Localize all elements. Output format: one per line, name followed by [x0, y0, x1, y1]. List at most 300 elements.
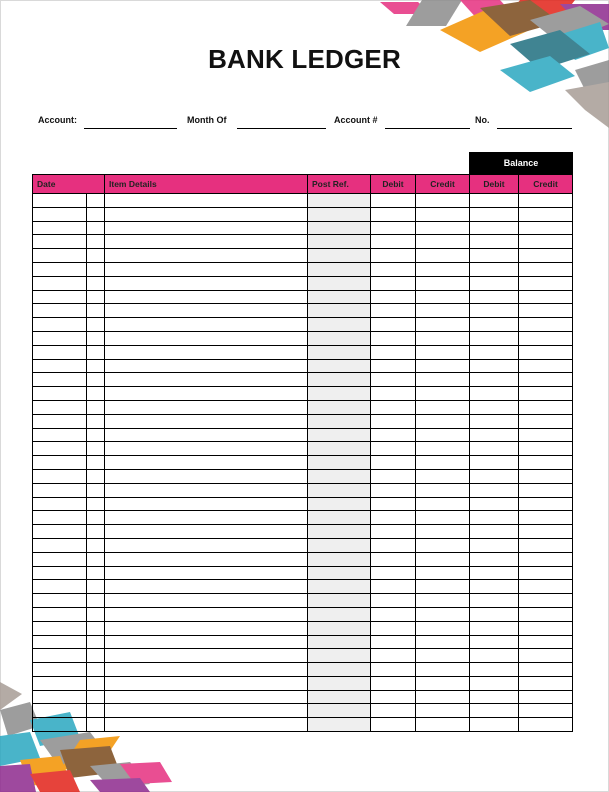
- balance-debit-cell[interactable]: [470, 262, 519, 276]
- post-ref-cell[interactable]: [308, 304, 371, 318]
- balance-credit-cell[interactable]: [519, 304, 573, 318]
- credit-cell[interactable]: [416, 194, 470, 208]
- date-sub-cell[interactable]: [87, 428, 105, 442]
- debit-cell[interactable]: [371, 359, 416, 373]
- balance-credit-cell[interactable]: [519, 221, 573, 235]
- date-cell[interactable]: [33, 704, 87, 718]
- balance-credit-cell[interactable]: [519, 387, 573, 401]
- credit-cell[interactable]: [416, 704, 470, 718]
- date-sub-cell[interactable]: [87, 400, 105, 414]
- date-sub-cell[interactable]: [87, 207, 105, 221]
- date-sub-cell[interactable]: [87, 594, 105, 608]
- date-sub-cell[interactable]: [87, 373, 105, 387]
- date-sub-cell[interactable]: [87, 359, 105, 373]
- balance-credit-cell[interactable]: [519, 456, 573, 470]
- date-sub-cell[interactable]: [87, 414, 105, 428]
- balance-credit-cell[interactable]: [519, 607, 573, 621]
- date-sub-cell[interactable]: [87, 676, 105, 690]
- date-cell[interactable]: [33, 331, 87, 345]
- balance-credit-cell[interactable]: [519, 594, 573, 608]
- item-details-cell[interactable]: [105, 373, 308, 387]
- date-sub-cell[interactable]: [87, 331, 105, 345]
- credit-cell[interactable]: [416, 207, 470, 221]
- balance-debit-cell[interactable]: [470, 635, 519, 649]
- post-ref-cell[interactable]: [308, 249, 371, 263]
- date-cell[interactable]: [33, 483, 87, 497]
- debit-cell[interactable]: [371, 469, 416, 483]
- date-cell[interactable]: [33, 235, 87, 249]
- account-field[interactable]: [84, 116, 177, 129]
- balance-credit-cell[interactable]: [519, 442, 573, 456]
- date-cell[interactable]: [33, 262, 87, 276]
- debit-cell[interactable]: [371, 290, 416, 304]
- balance-credit-cell[interactable]: [519, 663, 573, 677]
- date-cell[interactable]: [33, 497, 87, 511]
- debit-cell[interactable]: [371, 428, 416, 442]
- item-details-cell[interactable]: [105, 262, 308, 276]
- item-details-cell[interactable]: [105, 607, 308, 621]
- date-sub-cell[interactable]: [87, 635, 105, 649]
- post-ref-cell[interactable]: [308, 290, 371, 304]
- date-cell[interactable]: [33, 635, 87, 649]
- credit-cell[interactable]: [416, 414, 470, 428]
- credit-cell[interactable]: [416, 456, 470, 470]
- debit-cell[interactable]: [371, 704, 416, 718]
- debit-cell[interactable]: [371, 580, 416, 594]
- credit-cell[interactable]: [416, 235, 470, 249]
- post-ref-cell[interactable]: [308, 538, 371, 552]
- item-details-cell[interactable]: [105, 414, 308, 428]
- date-sub-cell[interactable]: [87, 538, 105, 552]
- date-sub-cell[interactable]: [87, 290, 105, 304]
- balance-credit-cell[interactable]: [519, 649, 573, 663]
- balance-credit-cell[interactable]: [519, 262, 573, 276]
- credit-cell[interactable]: [416, 511, 470, 525]
- post-ref-cell[interactable]: [308, 235, 371, 249]
- post-ref-cell[interactable]: [308, 580, 371, 594]
- balance-debit-cell[interactable]: [470, 442, 519, 456]
- post-ref-cell[interactable]: [308, 566, 371, 580]
- item-details-cell[interactable]: [105, 538, 308, 552]
- balance-credit-cell[interactable]: [519, 497, 573, 511]
- credit-cell[interactable]: [416, 663, 470, 677]
- balance-debit-cell[interactable]: [470, 649, 519, 663]
- balance-debit-cell[interactable]: [470, 400, 519, 414]
- credit-cell[interactable]: [416, 580, 470, 594]
- date-cell[interactable]: [33, 249, 87, 263]
- date-cell[interactable]: [33, 649, 87, 663]
- balance-credit-cell[interactable]: [519, 400, 573, 414]
- post-ref-cell[interactable]: [308, 552, 371, 566]
- date-cell[interactable]: [33, 456, 87, 470]
- post-ref-cell[interactable]: [308, 649, 371, 663]
- item-details-cell[interactable]: [105, 690, 308, 704]
- date-cell[interactable]: [33, 194, 87, 208]
- balance-debit-cell[interactable]: [470, 580, 519, 594]
- balance-debit-cell[interactable]: [470, 538, 519, 552]
- balance-debit-cell[interactable]: [470, 594, 519, 608]
- date-sub-cell[interactable]: [87, 552, 105, 566]
- date-sub-cell[interactable]: [87, 221, 105, 235]
- date-sub-cell[interactable]: [87, 525, 105, 539]
- post-ref-cell[interactable]: [308, 525, 371, 539]
- balance-credit-cell[interactable]: [519, 704, 573, 718]
- debit-cell[interactable]: [371, 649, 416, 663]
- item-details-cell[interactable]: [105, 221, 308, 235]
- debit-cell[interactable]: [371, 262, 416, 276]
- item-details-cell[interactable]: [105, 442, 308, 456]
- item-details-cell[interactable]: [105, 552, 308, 566]
- balance-debit-cell[interactable]: [470, 387, 519, 401]
- balance-debit-cell[interactable]: [470, 359, 519, 373]
- item-details-cell[interactable]: [105, 676, 308, 690]
- balance-debit-cell[interactable]: [470, 469, 519, 483]
- date-cell[interactable]: [33, 345, 87, 359]
- balance-debit-cell[interactable]: [470, 511, 519, 525]
- balance-credit-cell[interactable]: [519, 690, 573, 704]
- credit-cell[interactable]: [416, 483, 470, 497]
- balance-debit-cell[interactable]: [470, 249, 519, 263]
- post-ref-cell[interactable]: [308, 594, 371, 608]
- debit-cell[interactable]: [371, 235, 416, 249]
- balance-debit-cell[interactable]: [470, 276, 519, 290]
- post-ref-cell[interactable]: [308, 704, 371, 718]
- debit-cell[interactable]: [371, 566, 416, 580]
- debit-cell[interactable]: [371, 676, 416, 690]
- balance-credit-cell[interactable]: [519, 331, 573, 345]
- date-cell[interactable]: [33, 207, 87, 221]
- balance-credit-cell[interactable]: [519, 552, 573, 566]
- item-details-cell[interactable]: [105, 400, 308, 414]
- post-ref-cell[interactable]: [308, 400, 371, 414]
- post-ref-cell[interactable]: [308, 607, 371, 621]
- credit-cell[interactable]: [416, 718, 470, 732]
- date-sub-cell[interactable]: [87, 649, 105, 663]
- debit-cell[interactable]: [371, 331, 416, 345]
- debit-cell[interactable]: [371, 511, 416, 525]
- item-details-cell[interactable]: [105, 276, 308, 290]
- post-ref-cell[interactable]: [308, 276, 371, 290]
- balance-debit-cell[interactable]: [470, 704, 519, 718]
- date-cell[interactable]: [33, 511, 87, 525]
- balance-debit-cell[interactable]: [470, 331, 519, 345]
- post-ref-cell[interactable]: [308, 511, 371, 525]
- date-sub-cell[interactable]: [87, 511, 105, 525]
- balance-credit-cell[interactable]: [519, 276, 573, 290]
- date-sub-cell[interactable]: [87, 249, 105, 263]
- date-cell[interactable]: [33, 552, 87, 566]
- credit-cell[interactable]: [416, 304, 470, 318]
- balance-credit-cell[interactable]: [519, 428, 573, 442]
- date-sub-cell[interactable]: [87, 262, 105, 276]
- item-details-cell[interactable]: [105, 331, 308, 345]
- date-cell[interactable]: [33, 414, 87, 428]
- balance-debit-cell[interactable]: [470, 318, 519, 332]
- debit-cell[interactable]: [371, 538, 416, 552]
- balance-credit-cell[interactable]: [519, 538, 573, 552]
- post-ref-cell[interactable]: [308, 318, 371, 332]
- credit-cell[interactable]: [416, 607, 470, 621]
- date-cell[interactable]: [33, 276, 87, 290]
- post-ref-cell[interactable]: [308, 359, 371, 373]
- post-ref-cell[interactable]: [308, 207, 371, 221]
- balance-debit-cell[interactable]: [470, 566, 519, 580]
- debit-cell[interactable]: [371, 552, 416, 566]
- item-details-cell[interactable]: [105, 635, 308, 649]
- post-ref-cell[interactable]: [308, 428, 371, 442]
- debit-cell[interactable]: [371, 414, 416, 428]
- credit-cell[interactable]: [416, 594, 470, 608]
- balance-credit-cell[interactable]: [519, 194, 573, 208]
- credit-cell[interactable]: [416, 359, 470, 373]
- balance-credit-cell[interactable]: [519, 635, 573, 649]
- item-details-cell[interactable]: [105, 594, 308, 608]
- item-details-cell[interactable]: [105, 649, 308, 663]
- balance-debit-cell[interactable]: [470, 497, 519, 511]
- balance-credit-cell[interactable]: [519, 676, 573, 690]
- credit-cell[interactable]: [416, 400, 470, 414]
- date-cell[interactable]: [33, 373, 87, 387]
- credit-cell[interactable]: [416, 552, 470, 566]
- balance-debit-cell[interactable]: [470, 304, 519, 318]
- balance-debit-cell[interactable]: [470, 621, 519, 635]
- credit-cell[interactable]: [416, 442, 470, 456]
- date-sub-cell[interactable]: [87, 483, 105, 497]
- balance-debit-cell[interactable]: [470, 607, 519, 621]
- balance-debit-cell[interactable]: [470, 235, 519, 249]
- date-sub-cell[interactable]: [87, 276, 105, 290]
- balance-debit-cell[interactable]: [470, 663, 519, 677]
- post-ref-cell[interactable]: [308, 442, 371, 456]
- post-ref-cell[interactable]: [308, 469, 371, 483]
- credit-cell[interactable]: [416, 525, 470, 539]
- debit-cell[interactable]: [371, 663, 416, 677]
- debit-cell[interactable]: [371, 635, 416, 649]
- date-cell[interactable]: [33, 290, 87, 304]
- balance-debit-cell[interactable]: [470, 290, 519, 304]
- account-number-field[interactable]: [385, 116, 470, 129]
- credit-cell[interactable]: [416, 635, 470, 649]
- date-cell[interactable]: [33, 580, 87, 594]
- credit-cell[interactable]: [416, 538, 470, 552]
- balance-credit-cell[interactable]: [519, 318, 573, 332]
- debit-cell[interactable]: [371, 276, 416, 290]
- credit-cell[interactable]: [416, 497, 470, 511]
- date-sub-cell[interactable]: [87, 690, 105, 704]
- credit-cell[interactable]: [416, 276, 470, 290]
- balance-credit-cell[interactable]: [519, 414, 573, 428]
- date-sub-cell[interactable]: [87, 580, 105, 594]
- item-details-cell[interactable]: [105, 207, 308, 221]
- date-sub-cell[interactable]: [87, 566, 105, 580]
- balance-credit-cell[interactable]: [519, 469, 573, 483]
- balance-debit-cell[interactable]: [470, 428, 519, 442]
- debit-cell[interactable]: [371, 456, 416, 470]
- balance-credit-cell[interactable]: [519, 345, 573, 359]
- debit-cell[interactable]: [371, 497, 416, 511]
- balance-credit-cell[interactable]: [519, 373, 573, 387]
- item-details-cell[interactable]: [105, 483, 308, 497]
- balance-credit-cell[interactable]: [519, 207, 573, 221]
- debit-cell[interactable]: [371, 221, 416, 235]
- debit-cell[interactable]: [371, 249, 416, 263]
- credit-cell[interactable]: [416, 318, 470, 332]
- credit-cell[interactable]: [416, 262, 470, 276]
- post-ref-cell[interactable]: [308, 373, 371, 387]
- item-details-cell[interactable]: [105, 497, 308, 511]
- balance-debit-cell[interactable]: [470, 345, 519, 359]
- item-details-cell[interactable]: [105, 235, 308, 249]
- item-details-cell[interactable]: [105, 469, 308, 483]
- post-ref-cell[interactable]: [308, 262, 371, 276]
- date-sub-cell[interactable]: [87, 387, 105, 401]
- credit-cell[interactable]: [416, 221, 470, 235]
- credit-cell[interactable]: [416, 249, 470, 263]
- balance-credit-cell[interactable]: [519, 621, 573, 635]
- post-ref-cell[interactable]: [308, 414, 371, 428]
- date-cell[interactable]: [33, 387, 87, 401]
- date-cell[interactable]: [33, 690, 87, 704]
- date-cell[interactable]: [33, 566, 87, 580]
- item-details-cell[interactable]: [105, 456, 308, 470]
- post-ref-cell[interactable]: [308, 497, 371, 511]
- balance-debit-cell[interactable]: [470, 552, 519, 566]
- balance-debit-cell[interactable]: [470, 690, 519, 704]
- date-cell[interactable]: [33, 400, 87, 414]
- date-sub-cell[interactable]: [87, 718, 105, 732]
- post-ref-cell[interactable]: [308, 483, 371, 497]
- date-cell[interactable]: [33, 428, 87, 442]
- date-cell[interactable]: [33, 594, 87, 608]
- credit-cell[interactable]: [416, 290, 470, 304]
- balance-debit-cell[interactable]: [470, 373, 519, 387]
- date-cell[interactable]: [33, 621, 87, 635]
- balance-debit-cell[interactable]: [470, 676, 519, 690]
- credit-cell[interactable]: [416, 566, 470, 580]
- item-details-cell[interactable]: [105, 511, 308, 525]
- post-ref-cell[interactable]: [308, 345, 371, 359]
- debit-cell[interactable]: [371, 400, 416, 414]
- date-sub-cell[interactable]: [87, 194, 105, 208]
- post-ref-cell[interactable]: [308, 331, 371, 345]
- date-sub-cell[interactable]: [87, 345, 105, 359]
- credit-cell[interactable]: [416, 345, 470, 359]
- debit-cell[interactable]: [371, 442, 416, 456]
- date-cell[interactable]: [33, 525, 87, 539]
- credit-cell[interactable]: [416, 690, 470, 704]
- balance-credit-cell[interactable]: [519, 718, 573, 732]
- balance-debit-cell[interactable]: [470, 718, 519, 732]
- debit-cell[interactable]: [371, 373, 416, 387]
- date-sub-cell[interactable]: [87, 497, 105, 511]
- credit-cell[interactable]: [416, 676, 470, 690]
- balance-credit-cell[interactable]: [519, 580, 573, 594]
- post-ref-cell[interactable]: [308, 194, 371, 208]
- credit-cell[interactable]: [416, 387, 470, 401]
- credit-cell[interactable]: [416, 469, 470, 483]
- debit-cell[interactable]: [371, 345, 416, 359]
- post-ref-cell[interactable]: [308, 221, 371, 235]
- debit-cell[interactable]: [371, 718, 416, 732]
- balance-debit-cell[interactable]: [470, 221, 519, 235]
- date-sub-cell[interactable]: [87, 304, 105, 318]
- balance-credit-cell[interactable]: [519, 290, 573, 304]
- post-ref-cell[interactable]: [308, 387, 371, 401]
- post-ref-cell[interactable]: [308, 718, 371, 732]
- post-ref-cell[interactable]: [308, 456, 371, 470]
- balance-credit-cell[interactable]: [519, 359, 573, 373]
- date-sub-cell[interactable]: [87, 621, 105, 635]
- date-cell[interactable]: [33, 304, 87, 318]
- credit-cell[interactable]: [416, 331, 470, 345]
- date-cell[interactable]: [33, 359, 87, 373]
- date-sub-cell[interactable]: [87, 318, 105, 332]
- balance-debit-cell[interactable]: [470, 414, 519, 428]
- post-ref-cell[interactable]: [308, 690, 371, 704]
- debit-cell[interactable]: [371, 483, 416, 497]
- post-ref-cell[interactable]: [308, 621, 371, 635]
- item-details-cell[interactable]: [105, 718, 308, 732]
- date-cell[interactable]: [33, 442, 87, 456]
- item-details-cell[interactable]: [105, 304, 308, 318]
- date-cell[interactable]: [33, 607, 87, 621]
- balance-debit-cell[interactable]: [470, 207, 519, 221]
- balance-credit-cell[interactable]: [519, 525, 573, 539]
- debit-cell[interactable]: [371, 594, 416, 608]
- date-sub-cell[interactable]: [87, 663, 105, 677]
- date-sub-cell[interactable]: [87, 442, 105, 456]
- item-details-cell[interactable]: [105, 428, 308, 442]
- date-cell[interactable]: [33, 469, 87, 483]
- date-sub-cell[interactable]: [87, 235, 105, 249]
- credit-cell[interactable]: [416, 373, 470, 387]
- debit-cell[interactable]: [371, 621, 416, 635]
- balance-credit-cell[interactable]: [519, 566, 573, 580]
- balance-debit-cell[interactable]: [470, 483, 519, 497]
- debit-cell[interactable]: [371, 318, 416, 332]
- date-sub-cell[interactable]: [87, 607, 105, 621]
- no-field[interactable]: [497, 116, 572, 129]
- credit-cell[interactable]: [416, 428, 470, 442]
- item-details-cell[interactable]: [105, 621, 308, 635]
- balance-credit-cell[interactable]: [519, 249, 573, 263]
- item-details-cell[interactable]: [105, 566, 308, 580]
- post-ref-cell[interactable]: [308, 635, 371, 649]
- balance-debit-cell[interactable]: [470, 194, 519, 208]
- balance-debit-cell[interactable]: [470, 456, 519, 470]
- date-cell[interactable]: [33, 318, 87, 332]
- month-of-field[interactable]: [237, 116, 326, 129]
- balance-credit-cell[interactable]: [519, 235, 573, 249]
- item-details-cell[interactable]: [105, 387, 308, 401]
- item-details-cell[interactable]: [105, 290, 308, 304]
- balance-credit-cell[interactable]: [519, 483, 573, 497]
- date-sub-cell[interactable]: [87, 456, 105, 470]
- post-ref-cell[interactable]: [308, 676, 371, 690]
- credit-cell[interactable]: [416, 621, 470, 635]
- debit-cell[interactable]: [371, 607, 416, 621]
- date-sub-cell[interactable]: [87, 469, 105, 483]
- item-details-cell[interactable]: [105, 580, 308, 594]
- debit-cell[interactable]: [371, 387, 416, 401]
- debit-cell[interactable]: [371, 304, 416, 318]
- date-cell[interactable]: [33, 663, 87, 677]
- item-details-cell[interactable]: [105, 194, 308, 208]
- item-details-cell[interactable]: [105, 318, 308, 332]
- debit-cell[interactable]: [371, 194, 416, 208]
- date-sub-cell[interactable]: [87, 704, 105, 718]
- date-cell[interactable]: [33, 718, 87, 732]
